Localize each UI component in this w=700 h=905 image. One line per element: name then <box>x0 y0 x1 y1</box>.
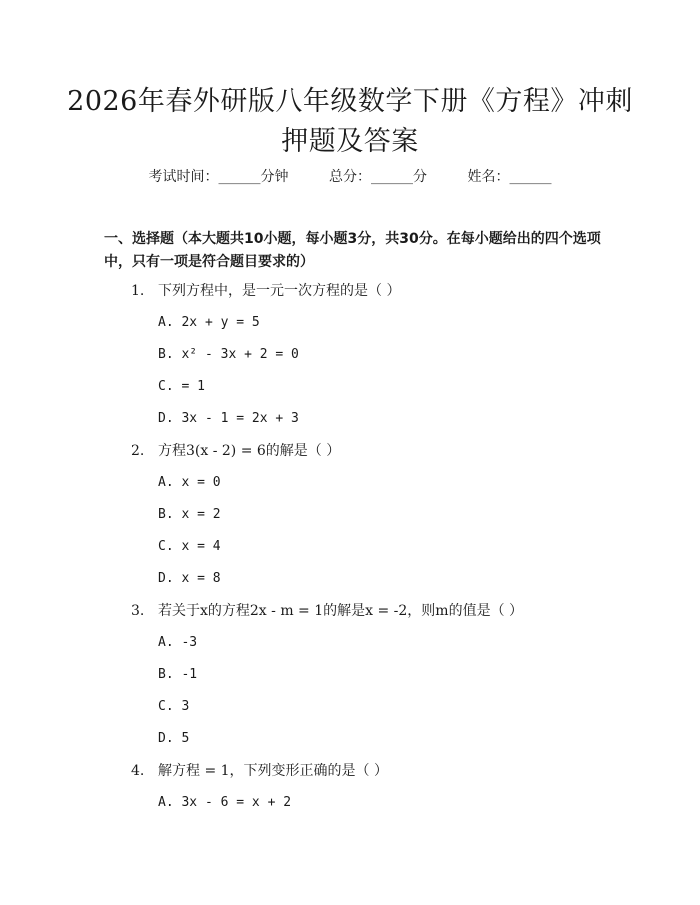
question-1-option-b: B. x² - 3x + 2 = 0 <box>158 347 299 362</box>
exam-info-line <box>0 167 700 187</box>
question-text: 下列方程中，是一元一次方程的是（ ） <box>158 283 401 299</box>
question-number: 2. <box>131 443 145 459</box>
section-heading: 一、选择题（本大题共10小题，每小题3分，共30分。在每小题给出的四个选项中，只有一项是符合题目要求的） <box>104 231 601 270</box>
question-2 <box>131 441 340 461</box>
question-3-option-d: D. 5 <box>158 731 190 746</box>
question-text: 若关于x的方程2x - m = 1的解是x = -2，则m的值是（ ） <box>158 603 524 619</box>
question-number: 3. <box>131 603 145 619</box>
question-text: 方程3(x - 2) = 6的解是（ ） <box>158 443 341 459</box>
question-2-option-a: A. x = 0 <box>158 475 221 490</box>
question-2-option-c: C. x = 4 <box>158 539 221 554</box>
question-1-option-a: A. 2x + y = 5 <box>158 315 260 330</box>
question-3-option-b: B. -1 <box>158 667 198 682</box>
student-name-field: 姓名：______ <box>467 169 552 185</box>
question-1-option-c: C. = 1 <box>158 379 205 394</box>
question-2-option-d: D. x = 8 <box>158 571 221 586</box>
question-1 <box>131 281 400 301</box>
question-2-option-b: B. x = 2 <box>158 507 221 522</box>
question-1-option-d: D. 3x - 1 = 2x + 3 <box>158 411 299 426</box>
question-3-option-a: A. -3 <box>158 635 198 650</box>
question-4-option-a: A. 3x - 6 = x + 2 <box>158 795 292 810</box>
question-3 <box>131 601 523 621</box>
question-3-option-c: C. 3 <box>158 699 190 714</box>
question-text: 解方程 = 1，下列变形正确的是（ ） <box>158 763 388 779</box>
total-score-field: 总分：______分 <box>329 169 427 185</box>
page-title: 2026年春外研版八年级数学下册《方程》冲刺押题及答案 <box>67 86 633 157</box>
question-number: 4. <box>131 763 145 779</box>
exam-time-field: 考试时间：______分钟 <box>148 169 289 185</box>
question-number: 1. <box>131 283 145 299</box>
question-4 <box>131 761 388 781</box>
